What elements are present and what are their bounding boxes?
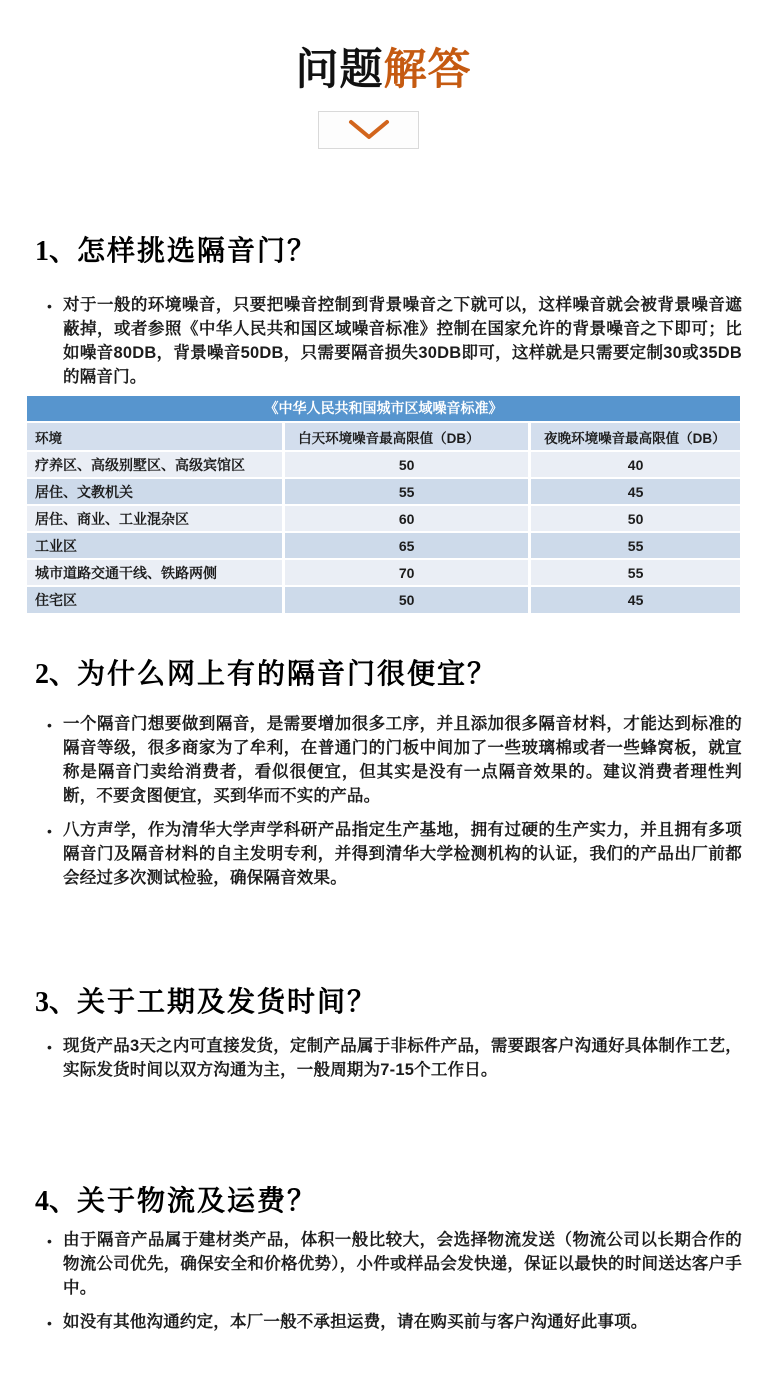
bullet-text: 一个隔音门想要做到隔音，是需要增加很多工序，并且添加很多隔音材料，才能达到标准的隔音等级，很多商家为了牟利，在普通门的门板中间加了一些玻璃棉或者一些蜂窝板，就宣称是隔音门卖给消费者，看似很便宜，但其实是没有一点隔音效果的。建议消费者理性判断，不要贪图便宜，买到华而不实的产品。 bbox=[63, 715, 742, 805]
bullet-text: 八方声学，作为清华大学声学科研产品指定生产基地，拥有过硬的生产实力，并且拥有多项隔音门及隔音材料的自主发明专利，并得到清华大学检测机构的认证，我们的产品出厂前都会经过多次测试检验，确保隔音效果。 bbox=[63, 821, 742, 887]
table-row bbox=[27, 451, 740, 478]
chevron-down-icon bbox=[343, 117, 395, 143]
cell-env: 住宅区 bbox=[27, 586, 284, 613]
bullet-text: 对于一般的环境噪音，只要把噪音控制到背景噪音之下就可以，这样噪音就会被背景噪音遮蔽掉，或者参照《中华人民共和国区域噪音标准》控制在国家允许的背景噪音之下即可；比如噪音80DB，背景噪音50DB，只需要隔音损失30DB即可，这样就是只需要定制30或35DB的隔音门。 bbox=[63, 296, 742, 386]
bullet-icon: • bbox=[47, 823, 52, 839]
bullet-text: 由于隔音产品属于建材类产品，体积一般比较大，会选择物流发送（物流公司以长期合作的物流公司优先，确保安全和价格优势），小件或样品会发快递，保证以最快的时间送达客户手中。 bbox=[63, 1231, 742, 1297]
page-title-orange: 解答 bbox=[383, 46, 472, 94]
cell-env: 工业区 bbox=[27, 532, 284, 559]
expand-button[interactable] bbox=[318, 111, 419, 149]
section-4-title: 关于物流及运费？ bbox=[77, 1185, 318, 1216]
column-header-env: 环境 bbox=[27, 422, 284, 451]
cell-night: 45 bbox=[530, 586, 740, 613]
column-header-night: 夜晚环境噪音最高限值（DB） bbox=[530, 422, 740, 451]
section-4-heading bbox=[35, 1179, 317, 1219]
section-1-heading bbox=[35, 229, 317, 269]
bullet-icon: • bbox=[47, 1039, 52, 1055]
section-1-number: 1、 bbox=[35, 236, 78, 267]
cell-day: 55 bbox=[284, 478, 530, 505]
cell-env: 居住、商业、工业混杂区 bbox=[27, 505, 284, 532]
section-2-number: 2、 bbox=[35, 659, 78, 690]
cell-env: 城市道路交通干线、铁路两侧 bbox=[27, 559, 284, 586]
section-2-title: 为什么网上有的隔音门很便宜？ bbox=[77, 658, 498, 689]
cell-night: 40 bbox=[530, 451, 740, 478]
section-3-title: 关于工期及发货时间？ bbox=[77, 986, 378, 1017]
list-item bbox=[47, 1310, 742, 1334]
table-title-row bbox=[27, 396, 740, 422]
bullet-icon: • bbox=[47, 1233, 52, 1249]
bullet-text: 如没有其他沟通约定，本厂一般不承担运费，请在购买前与客户沟通好此事项。 bbox=[63, 1313, 648, 1331]
section-4-number: 4、 bbox=[35, 1186, 78, 1217]
page-title-black: 问题 bbox=[295, 46, 384, 94]
noise-standards-table bbox=[27, 396, 740, 613]
cell-day: 65 bbox=[284, 532, 530, 559]
table-row bbox=[27, 586, 740, 613]
cell-day: 50 bbox=[284, 586, 530, 613]
table-title: 《中华人民共和国城市区域噪音标准》 bbox=[27, 396, 740, 422]
table-row bbox=[27, 559, 740, 586]
list-item bbox=[47, 1228, 742, 1300]
cell-night: 55 bbox=[530, 559, 740, 586]
bullet-icon: • bbox=[47, 717, 52, 733]
section-1-title: 怎样挑选隔音门？ bbox=[77, 235, 318, 266]
cell-night: 50 bbox=[530, 505, 740, 532]
cell-day: 50 bbox=[284, 451, 530, 478]
cell-day: 60 bbox=[284, 505, 530, 532]
cell-env: 疗养区、高级别墅区、高级宾馆区 bbox=[27, 451, 284, 478]
section-2-bullets bbox=[47, 712, 742, 890]
section-2-heading bbox=[35, 652, 497, 692]
bullet-text: 现货产品3天之内可直接发货，定制产品属于非标件产品，需要跟客户沟通好具体制作工艺，实际发货时间以双方沟通为主，一般周期为7-15个工作日。 bbox=[63, 1037, 742, 1079]
cell-night: 45 bbox=[530, 478, 740, 505]
bullet-icon: • bbox=[47, 1315, 52, 1331]
bullet-icon: • bbox=[47, 298, 52, 314]
list-item bbox=[47, 1034, 742, 1082]
list-item bbox=[47, 293, 742, 389]
section-3-number: 3、 bbox=[35, 987, 78, 1018]
list-item bbox=[47, 712, 742, 808]
section-3-bullets bbox=[47, 1034, 742, 1082]
section-3-heading bbox=[35, 980, 377, 1020]
table-row bbox=[27, 532, 740, 559]
section-1-bullets bbox=[47, 293, 742, 389]
column-header-day: 白天环境噪音最高限值（DB） bbox=[284, 422, 530, 451]
section-4-bullets bbox=[47, 1228, 742, 1334]
cell-env: 居住、文教机关 bbox=[27, 478, 284, 505]
table-row bbox=[27, 478, 740, 505]
table-header-row bbox=[27, 422, 740, 451]
cell-day: 70 bbox=[284, 559, 530, 586]
page-title bbox=[0, 36, 767, 97]
table-row bbox=[27, 505, 740, 532]
cell-night: 55 bbox=[530, 532, 740, 559]
list-item bbox=[47, 818, 742, 890]
